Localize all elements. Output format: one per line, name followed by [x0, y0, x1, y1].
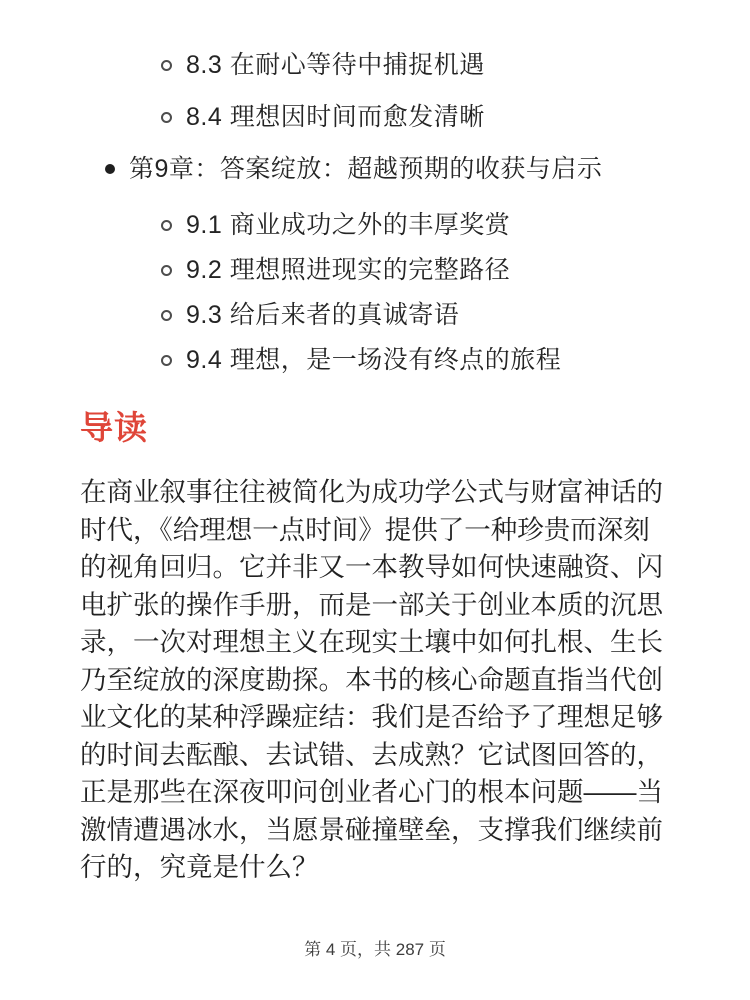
toc-item-label: 第9章：答案绽放：超越预期的收获与启示	[129, 155, 603, 183]
intro-paragraph: 在商业叙事往往被简化为成功学公式与财富神话的时代，《给理想一点时间》提供了一种珍贵而深刻的视角回归。它并非又一本教导如何快速融资、闪电扩张的操作手册，而是一部关于创业本质的沉思录，一次对理想主义在现实土壤中如何扎根、生长乃至绽放的深度勘探。本书的核心命题直指当代创业文化的某种浮躁症结：我们是否给予了理想足够的时间去酝酿、去试错、去成熟？它试图回答的，正是那些在深夜叩问创业者心门的根本问题——当激情遭遇冰水，当愿景碰撞壁垒，支撑我们继续前行的，究竟是什么？	[80, 477, 663, 882]
circle-bullet-icon	[161, 310, 172, 321]
toc-item	[161, 50, 750, 80]
disc-bullet-icon	[105, 164, 115, 174]
toc-item	[161, 210, 750, 240]
toc-item-label: 9.3 给后来者的真诚寄语	[186, 301, 460, 329]
toc-item-label: 9.4 理想，是一场没有终点的旅程	[186, 346, 562, 374]
section-heading: 导读	[80, 409, 148, 446]
toc-item	[161, 300, 750, 330]
toc-item-chapter	[105, 154, 750, 184]
page-number-indicator: 第 4 页，共 287 页	[304, 940, 446, 959]
circle-bullet-icon	[161, 112, 172, 123]
toc-item	[161, 255, 750, 285]
toc-item-label: 9.2 理想照进现实的完整路径	[186, 256, 511, 284]
toc-item-label: 8.3 在耐心等待中捕捉机遇	[186, 51, 485, 79]
circle-bullet-icon	[161, 265, 172, 276]
circle-bullet-icon	[161, 220, 172, 231]
table-of-contents	[0, 0, 750, 375]
toc-item-label: 8.4 理想因时间而愈发清晰	[186, 103, 485, 131]
toc-item	[161, 102, 750, 132]
circle-bullet-icon	[161, 60, 172, 71]
circle-bullet-icon	[161, 355, 172, 366]
toc-item-label: 9.1 商业成功之外的丰厚奖赏	[186, 211, 511, 239]
toc-item	[161, 345, 750, 375]
